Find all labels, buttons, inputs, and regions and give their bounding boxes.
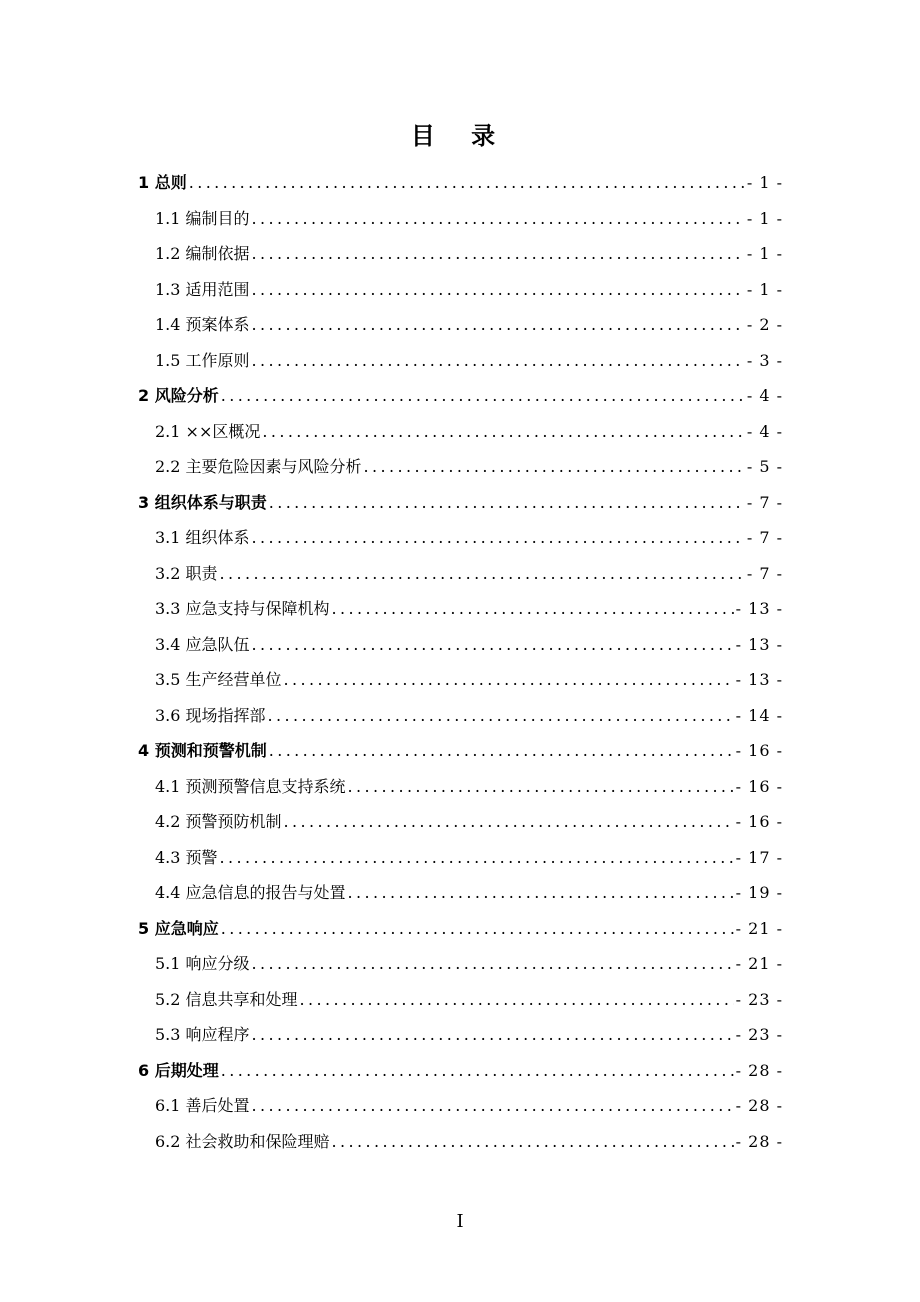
toc-entry-title: 5.1 响应分级 <box>155 954 250 973</box>
toc-entry-title: 3.3 应急支持与保障机构 <box>155 599 330 618</box>
toc-section-entry[interactable] <box>138 201 783 237</box>
toc-dot-leader <box>262 414 744 450</box>
toc-section-entry[interactable] <box>138 1017 783 1053</box>
toc-section-entry[interactable] <box>138 769 783 805</box>
toc-dot-leader <box>221 911 734 947</box>
toc-chapter-entry[interactable] <box>138 733 783 769</box>
toc-section-entry[interactable] <box>138 556 783 592</box>
toc-entry-title: 4.3 预警 <box>155 847 218 867</box>
toc-dot-leader <box>300 982 734 1018</box>
toc-entry-page: - 16 - <box>735 812 783 831</box>
toc-dot-leader <box>221 378 745 414</box>
toc-chapter-entry[interactable] <box>138 165 783 201</box>
toc-section-entry[interactable] <box>138 449 783 485</box>
toc-entry-page: - 28 - <box>735 1096 783 1115</box>
toc-entry-page: - 28 - <box>735 1060 783 1080</box>
table-of-contents <box>138 165 783 1159</box>
toc-entry-title: 5 应急响应 <box>138 918 219 938</box>
toc-dot-leader <box>284 662 734 698</box>
toc-dot-leader <box>252 343 745 379</box>
toc-section-entry[interactable] <box>138 272 783 308</box>
toc-dot-leader <box>348 875 734 911</box>
toc-entry-title: 3 组织体系与职责 <box>138 492 267 512</box>
toc-dot-leader <box>252 946 734 982</box>
toc-chapter-entry[interactable] <box>138 378 783 414</box>
toc-entry-page: - 7 - <box>746 492 783 512</box>
toc-entry-page: - 16 - <box>735 776 783 796</box>
toc-section-entry[interactable] <box>138 698 783 734</box>
toc-dot-leader <box>364 449 745 485</box>
toc-section-entry[interactable] <box>138 982 783 1018</box>
toc-entry-title: 1.1 编制目的 <box>155 208 250 228</box>
toc-entry-page: - 7 - <box>746 528 783 547</box>
toc-entry-page: - 14 - <box>735 705 783 725</box>
toc-section-entry[interactable] <box>138 840 783 876</box>
toc-section-entry[interactable] <box>138 414 783 450</box>
toc-entry-page: - 4 - <box>746 421 783 441</box>
toc-dot-leader <box>332 591 734 627</box>
toc-entry-page: - 1 - <box>746 279 783 299</box>
toc-section-entry[interactable] <box>138 662 783 698</box>
toc-dot-leader <box>252 1017 734 1053</box>
toc-dot-leader <box>252 307 745 343</box>
toc-chapter-entry[interactable] <box>138 911 783 947</box>
toc-entry-page: - 21 - <box>735 954 783 973</box>
toc-entry-title: 1.5 工作原则 <box>155 350 250 370</box>
toc-dot-leader <box>252 627 734 663</box>
toc-entry-title: 5.2 信息共享和处理 <box>155 989 298 1009</box>
toc-entry-title: 4 预测和预警机制 <box>138 741 267 760</box>
toc-dot-leader <box>269 733 734 769</box>
toc-entry-title: 1.2 编制依据 <box>155 244 250 263</box>
toc-entry-page: - 16 - <box>735 741 783 760</box>
toc-entry-page: - 7 - <box>746 563 783 583</box>
toc-dot-leader <box>221 1053 734 1089</box>
toc-entry-title: 3.1 组织体系 <box>155 528 250 547</box>
toc-entry-title: 3.5 生产经营单位 <box>155 670 282 689</box>
toc-section-entry[interactable] <box>138 343 783 379</box>
toc-entry-title: 6.1 善后处置 <box>155 1096 250 1115</box>
toc-dot-leader <box>189 165 745 201</box>
toc-dot-leader <box>332 1124 734 1160</box>
toc-chapter-entry[interactable] <box>138 485 783 521</box>
toc-section-entry[interactable] <box>138 307 783 343</box>
toc-entry-title: 2.1 ××区概况 <box>155 421 261 441</box>
toc-entry-title: 6 后期处理 <box>138 1060 219 1080</box>
toc-dot-leader <box>252 520 745 556</box>
toc-entry-page: - 13 - <box>735 670 783 689</box>
toc-dot-leader <box>269 485 745 521</box>
toc-entry-page: - 23 - <box>735 989 783 1009</box>
toc-section-entry[interactable] <box>138 627 783 663</box>
toc-section-entry[interactable] <box>138 236 783 272</box>
toc-section-entry[interactable] <box>138 946 783 982</box>
toc-entry-page: - 1 - <box>746 173 783 192</box>
toc-entry-title: 2.2 主要危险因素与风险分析 <box>155 457 362 476</box>
page-number: I <box>456 1211 464 1232</box>
toc-entry-page: - 17 - <box>735 847 783 867</box>
toc-section-entry[interactable] <box>138 520 783 556</box>
toc-entry-title: 3.4 应急队伍 <box>155 634 250 654</box>
toc-entry-title: 3.2 职责 <box>155 563 218 583</box>
toc-entry-title: 5.3 响应程序 <box>155 1025 250 1044</box>
page-title: 目 录 <box>410 122 510 150</box>
toc-entry-title: 1 总则 <box>138 173 187 192</box>
toc-dot-leader <box>220 840 734 876</box>
toc-entry-title: 3.6 现场指挥部 <box>155 705 266 725</box>
toc-chapter-entry[interactable] <box>138 1053 783 1089</box>
toc-entry-page: - 2 - <box>746 315 783 334</box>
toc-dot-leader <box>284 804 734 840</box>
toc-entry-title: 2 风险分析 <box>138 386 219 405</box>
toc-entry-page: - 23 - <box>735 1025 783 1044</box>
toc-entry-page: - 28 - <box>735 1131 783 1151</box>
toc-dot-leader <box>348 769 734 805</box>
toc-dot-leader <box>252 1088 734 1124</box>
toc-dot-leader <box>268 698 734 734</box>
toc-entry-page: - 13 - <box>735 599 783 618</box>
toc-entry-title: 4.2 预警预防机制 <box>155 812 282 831</box>
toc-entry-page: - 1 - <box>746 244 783 263</box>
toc-entry-title: 1.4 预案体系 <box>155 315 250 334</box>
toc-section-entry[interactable] <box>138 804 783 840</box>
toc-section-entry[interactable] <box>138 591 783 627</box>
toc-section-entry[interactable] <box>138 1124 783 1160</box>
toc-entry-page: - 5 - <box>746 457 783 476</box>
toc-entry-page: - 1 - <box>746 208 783 228</box>
toc-entry-page: - 13 - <box>735 634 783 654</box>
toc-dot-leader <box>220 556 745 592</box>
toc-entry-title: 1.3 适用范围 <box>155 279 250 299</box>
toc-dot-leader <box>252 201 745 237</box>
toc-section-entry[interactable] <box>138 1088 783 1124</box>
toc-dot-leader <box>252 272 745 308</box>
toc-entry-page: - 4 - <box>746 386 783 405</box>
toc-section-entry[interactable] <box>138 875 783 911</box>
toc-dot-leader <box>252 236 745 272</box>
toc-entry-page: - 21 - <box>735 918 783 938</box>
toc-entry-page: - 3 - <box>746 350 783 370</box>
toc-entry-title: 4.4 应急信息的报告与处置 <box>155 883 346 902</box>
toc-entry-title: 6.2 社会救助和保险理赔 <box>155 1131 330 1151</box>
toc-entry-page: - 19 - <box>735 883 783 902</box>
toc-entry-title: 4.1 预测预警信息支持系统 <box>155 776 346 796</box>
